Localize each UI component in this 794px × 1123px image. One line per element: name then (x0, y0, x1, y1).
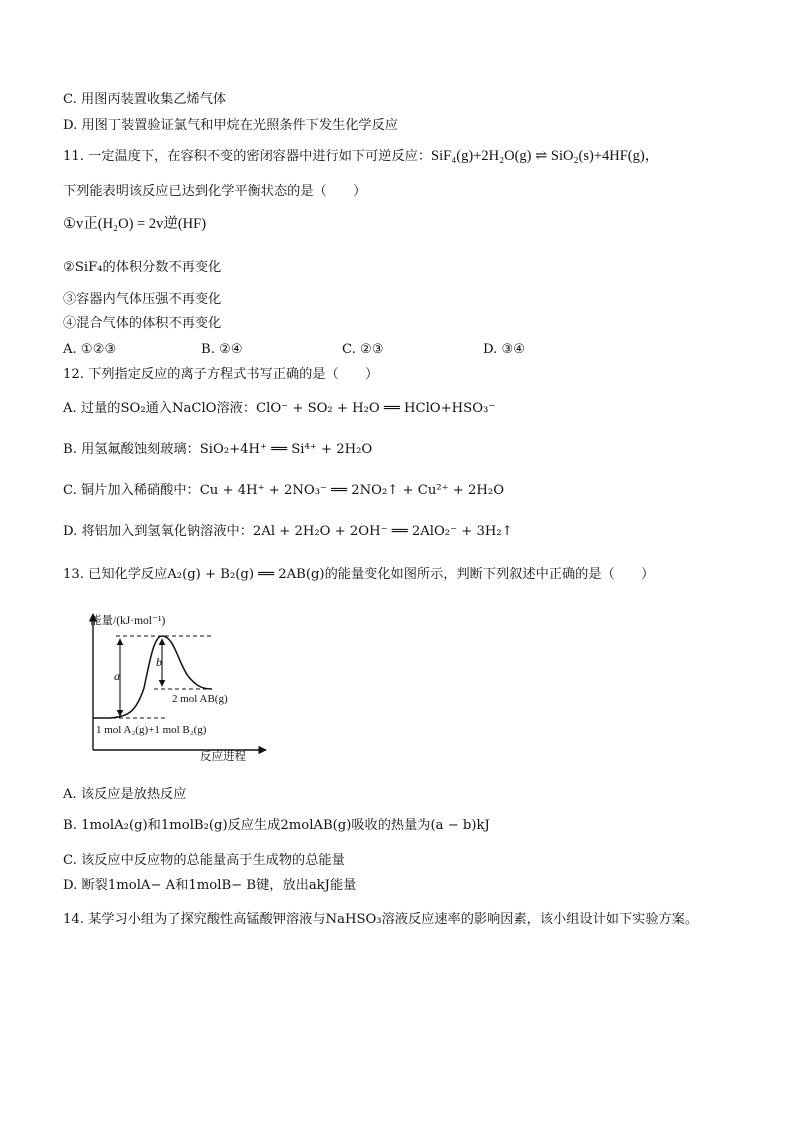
x-axis-label: 反应进程 (200, 751, 246, 762)
question-11-text: 11. 一定温度下，在容积不变的密闭容器中进行如下可逆反应： (63, 149, 432, 164)
question-12-option-c: C. 铜片加入稀硝酸中：Cu + 4H⁺ + 2NO₃⁻ ══ 2NO₂↑ + Cu²⁺ + 2H₂O (63, 483, 505, 498)
question-11-statement-2: ②SiF₄的体积分数不再变化 (63, 260, 222, 275)
question-13-option-a: A. 该反应是放热反应 (63, 787, 187, 802)
energy-diagram (66, 600, 276, 762)
question-12-option-a: A. 过量的SO₂通入NaClO溶液：ClO⁻ + SO₂ + H₂O ══ HClO+HSO₃⁻ (63, 401, 496, 416)
question-11-statement-1: ①v正(H₂O) = 2v逆(HF) (63, 216, 207, 232)
question-12-stem: 12. 下列指定反应的离子方程式书写正确的是（ ） (63, 367, 379, 382)
question-13-stem: 13. 已知化学反应A₂(g) + B₂(g) ══ 2AB(g)的能量变化如图所示，判断下列叙述中正确的是（ ） (63, 567, 655, 582)
question-11-stem-line2: 下列能表明该反应已达到化学平衡状态的是（ ） (63, 184, 367, 199)
question-12-option-b: B. 用氢氟酸蚀刻玻璃：SiO₂+4H⁺ ══ Si⁴⁺ + 2H₂O (63, 442, 373, 457)
reactant-label: 1 mol A₂(g)+1 mol B₂(g) (96, 724, 207, 736)
question-12-option-d: D. 将铝加入到氢氧化钠溶液中：2Al + 2H₂O + 2OH⁻ ══ 2AlO₂⁻ + 3H₂↑ (63, 524, 513, 539)
product-label: 2 mol AB(g) (172, 693, 228, 705)
y-axis-label: 能量/(kJ·mol⁻¹) (90, 615, 166, 627)
option-c-previous: C. 用图丙装置收集乙烯气体 (63, 92, 227, 107)
question-13-option-c: C. 该反应中反应物的总能量高于生成物的总能量 (63, 853, 345, 868)
label-b: b (156, 655, 162, 669)
option-d-previous: D. 用图丁装置验证氯气和甲烷在光照条件下发生化学反应 (63, 118, 398, 133)
question-11-equation: SiF₄(g)+2H₂O(g) ⇌ SiO₂(s)+4HF(g)， (431, 148, 660, 164)
energy-curve (93, 636, 212, 718)
question-13-option-b: B. 1molA₂(g)和1molB₂(g)反应生成2molAB(g)吸收的热量为(a − b)kJ (63, 818, 490, 833)
question-11-stem (63, 147, 659, 166)
question-11-option-c: C. ②③ (342, 342, 384, 357)
question-11-statement-4: ④混合气体的体积不再变化 (63, 316, 222, 331)
question-11-option-b: B. ②④ (201, 342, 243, 357)
label-a: a (114, 669, 120, 683)
question-13-option-d: D. 断裂1molA− A和1molB− B键，放出akJ能量 (63, 878, 357, 893)
question-11-option-d: D. ③④ (483, 342, 526, 357)
question-14-stem: 14. 某学习小组为了探究酸性高锰酸钾溶液与NaHSO₃溶液反应速率的影响因素，该小组设计如下实验方案。 (63, 912, 699, 927)
question-11-option-a: A. ①②③ (63, 342, 117, 357)
question-11-statement-3: ③容器内气体压强不再变化 (63, 292, 222, 307)
